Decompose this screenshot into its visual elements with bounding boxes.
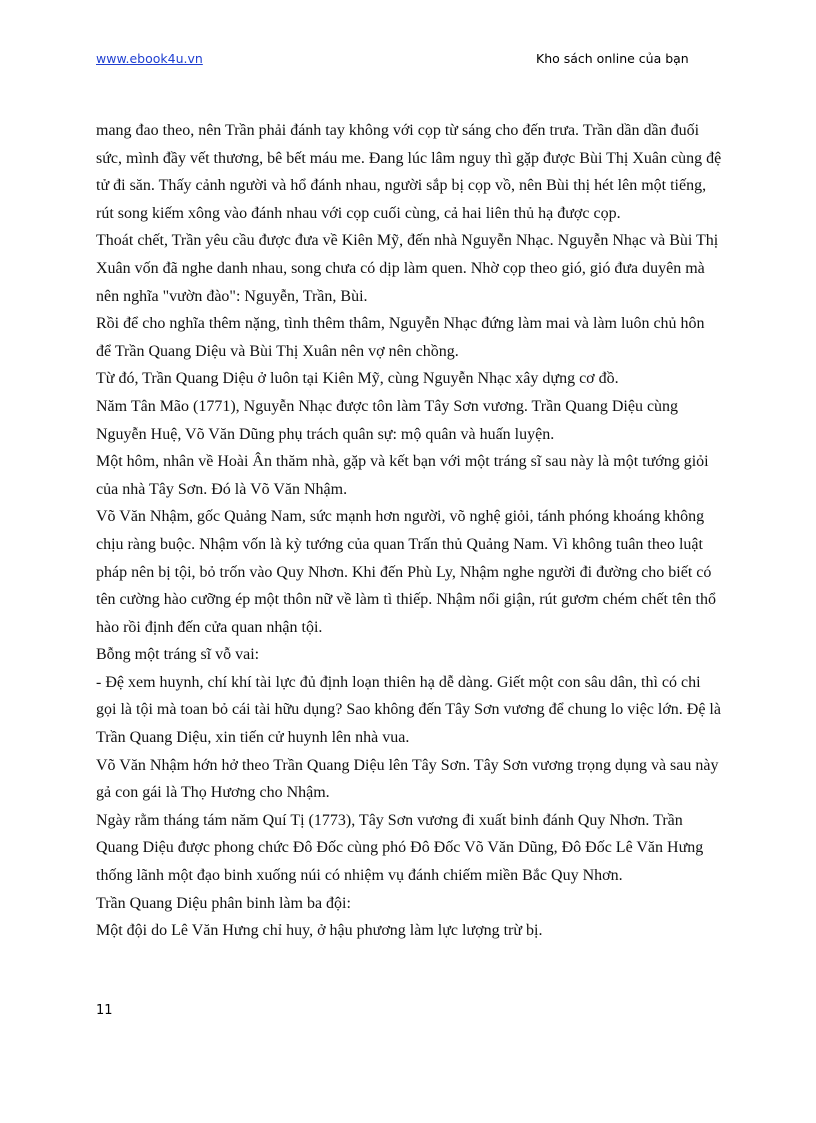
paragraph: Một hôm, nhân về Hoài Ân thăm nhà, gặp và kết bạn với một tráng sĩ sau này là một tướng giỏi của nhà Tây Sơn. Đó là Võ Văn Nhậm. [96, 453, 709, 498]
page-body [96, 117, 722, 945]
paragraph: Bỗng một tráng sĩ vỗ vai: [96, 646, 260, 664]
paragraph: Một đội do Lê Văn Hưng chỉ huy, ở hậu phương làm lực lượng trừ bị. [96, 922, 543, 940]
site-link[interactable]: www.ebook4u.vn [96, 51, 203, 66]
paragraph: Rồi để cho nghĩa thêm nặng, tình thêm thâm, Nguyễn Nhạc đứng làm mai và làm luôn chủ hôn để Trần Quang Diệu và Bùi Thị Xuân nên vợ nên chồng. [96, 315, 705, 360]
paragraph: - Đệ xem huynh, chí khí tài lực đủ định loạn thiên hạ dễ dàng. Giết một con sâu dân, thì có chi gọi là tội mà toan bỏ cái tài hữu dụng? Sao không đến Tây Sơn vương để chung lo việc lớn. Đệ là Trần Quang Diệu, xin tiến cử huynh lên nhà vua. [96, 673, 721, 747]
page-number: 11 [96, 1003, 113, 1018]
paragraph: Từ đó, Trần Quang Diệu ở luôn tại Kiên Mỹ, cùng Nguyễn Nhạc xây dựng cơ đồ. [96, 370, 619, 388]
paragraph: Võ Văn Nhậm hớn hở theo Trần Quang Diệu lên Tây Sơn. Tây Sơn vương trọng dụng và sau này gả con gái là Thọ Hương cho Nhậm. [96, 756, 719, 802]
paragraph: Ngày rằm tháng tám năm Quí Tị (1773), Tây Sơn vương đi xuất binh đánh Quy Nhơn. Trần Quang Diệu được phong chức Đô Đốc cùng phó Đô Đốc Võ Văn Dũng, Đô Đốc Lê Văn Hưng thống lãnh một đạo binh xuống núi có nhiệm vụ đánh chiếm miền Bắc Quy Nhơn. [96, 811, 704, 885]
paragraph: Năm Tân Mão (1771), Nguyễn Nhạc được tôn làm Tây Sơn vương. Trần Quang Diệu cùng Nguyễn Huệ, Võ Văn Dũng phụ trách quân sự: mộ quân và huấn luyện. [96, 397, 679, 443]
paragraph: Thoát chết, Trần yêu cầu được đưa về Kiên Mỹ, đến nhà Nguyễn Nhạc. Nguyễn Nhạc và Bùi Thị Xuân vốn đã nghe danh nhau, song chưa có dịp làm quen. Nhờ cọp theo gió, gió đưa duyên mà nên nghĩa "vườn đào": Nguyễn, Trần, Bùi. [96, 232, 719, 305]
paragraph: mang đao theo, nên Trần phải đánh tay không với cọp từ sáng cho đến trưa. Trần dần dần đuối sức, mình đầy vết thương, bê bết máu me. Đang lúc lâm nguy thì gặp được Bùi Thị Xuân cùng đệ tử đi săn. Thấy cảnh người và hổ đánh nhau, người sắp bị cọp vồ, nên Bùi thị hét lên một tiếng, rút song kiếm xông vào đánh nhau với cọp cuối cùng, cả hai liên thủ hạ được cọp. [96, 122, 722, 222]
site-tagline: Kho sách online của bạn [536, 51, 689, 66]
paragraph: Võ Văn Nhậm, gốc Quảng Nam, sức mạnh hơn người, võ nghệ giỏi, tánh phóng khoáng không chịu ràng buộc. Nhậm vốn là kỳ tướng của quan Trấn thủ Quảng Nam. Vì không tuân theo luật pháp nên bị tội, bỏ trốn vào Quy Nhơn. Khi đến Phù Ly, Nhậm nghe người đi đường cho biết có tên cường hào cưỡng ép một thôn nữ về làm tì thiếp. Nhậm nổi giận, rút gươm chém chết tên thổ hào rồi định đến cửa quan nhận tội. [96, 508, 716, 636]
paragraph: Trần Quang Diệu phân binh làm ba đội: [96, 894, 351, 912]
